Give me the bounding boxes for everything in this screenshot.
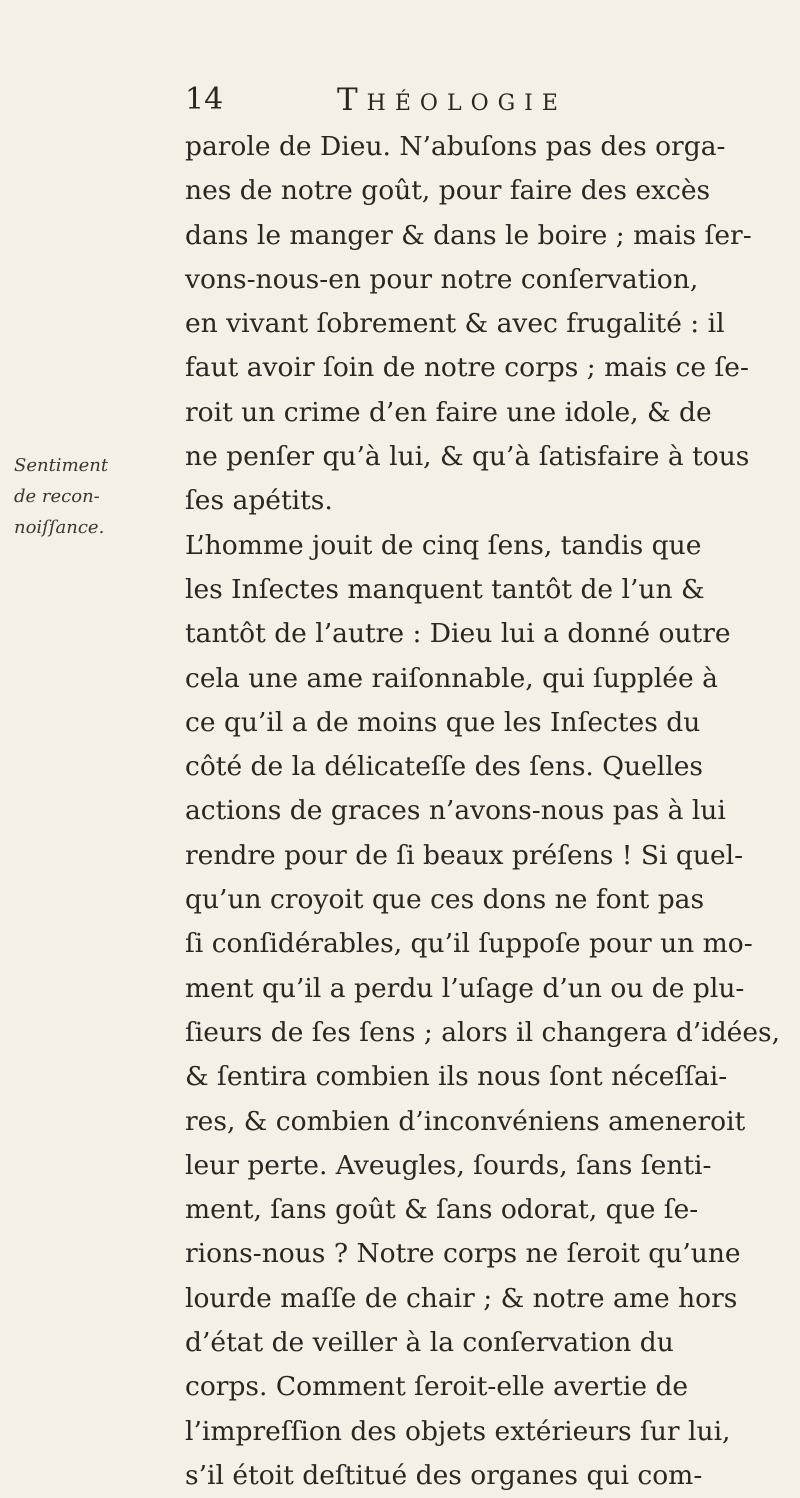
text-line: les Inſectes manquent tantôt de l’un & xyxy=(185,573,705,605)
text-line: actions de graces n’avons-nous pas à lui xyxy=(185,795,726,827)
text-line: corps. Comment ſeroit-elle avertie de xyxy=(185,1371,689,1403)
text-line: vons-nous-en pour notre conſervation, xyxy=(185,263,699,295)
text-line: faut avoir ſoin de notre corps ; mais ce ſe- xyxy=(185,352,749,384)
text-line: ment, ſans goût & ſans odorat, que ſe- xyxy=(185,1194,699,1226)
text-line: l’impreſſion des objets extérieurs ſur lui, xyxy=(185,1415,731,1447)
text-line: s’il étoit deſtitué des organes qui com- xyxy=(185,1459,703,1491)
text-line: & ſentira combien ils nous ſont néceſſai- xyxy=(185,1061,728,1093)
text-line: qu’un croyoit que ces dons ne font pas xyxy=(185,884,705,916)
text-line: tantôt de l’autre : Dieu lui a donné outre xyxy=(185,618,731,650)
text-line: rions-nous ? Notre corps ne ſeroit qu’une xyxy=(185,1238,741,1270)
text-line: d’état de veiller à la conſervation du xyxy=(185,1327,674,1359)
text-line: res, & combien d’inconvéniens ameneroit xyxy=(185,1105,746,1137)
text-line: dans le manger & dans le boire ; mais ſer- xyxy=(185,219,752,251)
text-line: côté de la délicateſſe des ſens. Quelles xyxy=(185,751,703,783)
text-line: nes de notre goût, pour faire des excès xyxy=(185,175,711,207)
text-line: roit un crime d’en faire une idole, & de xyxy=(185,396,712,428)
running-title: Théologie xyxy=(337,82,567,118)
text-line: parole de Dieu. N’abuſons pas des orga- xyxy=(185,131,726,162)
text-line: ne penſer qu’à lui, & qu’à ſatisfaire à tous xyxy=(185,441,750,473)
text-line: ſes apétits. xyxy=(185,485,333,517)
page-number: 14 xyxy=(185,82,224,117)
text-line: L’homme jouit de cinq ſens, tandis que xyxy=(185,529,702,561)
marginal-note-line: de recon- xyxy=(14,486,100,507)
marginal-note xyxy=(14,450,174,543)
text-line: lourde maſſe de chair ; & notre ame hors xyxy=(185,1282,738,1314)
text-line: ment qu’il a perdu l’uſage d’un ou de plu- xyxy=(185,972,745,1004)
text-line: cela une ame raiſonnable, qui ſupplée à xyxy=(185,662,718,694)
text-line: rendre pour de ſi beaux préſens ! Si quel- xyxy=(185,839,744,871)
marginal-note-line: noiſſance. xyxy=(14,517,105,538)
text-line: ſi conſidérables, qu’il ſuppoſe pour un mo- xyxy=(185,928,753,960)
text-line: leur perte. Aveugles, ſourds, ſans ſenti- xyxy=(185,1149,712,1181)
text-line: ce qu’il a de moins que les Inſectes du xyxy=(185,706,701,738)
body-text xyxy=(185,125,785,1498)
marginal-note-line: Sentiment xyxy=(14,455,109,476)
running-head xyxy=(185,78,625,122)
text-line: ſieurs de ſes ſens ; alors il changera d’idées, xyxy=(185,1016,781,1048)
text-line: en vivant ſobrement & avec frugalité : il xyxy=(185,308,725,340)
